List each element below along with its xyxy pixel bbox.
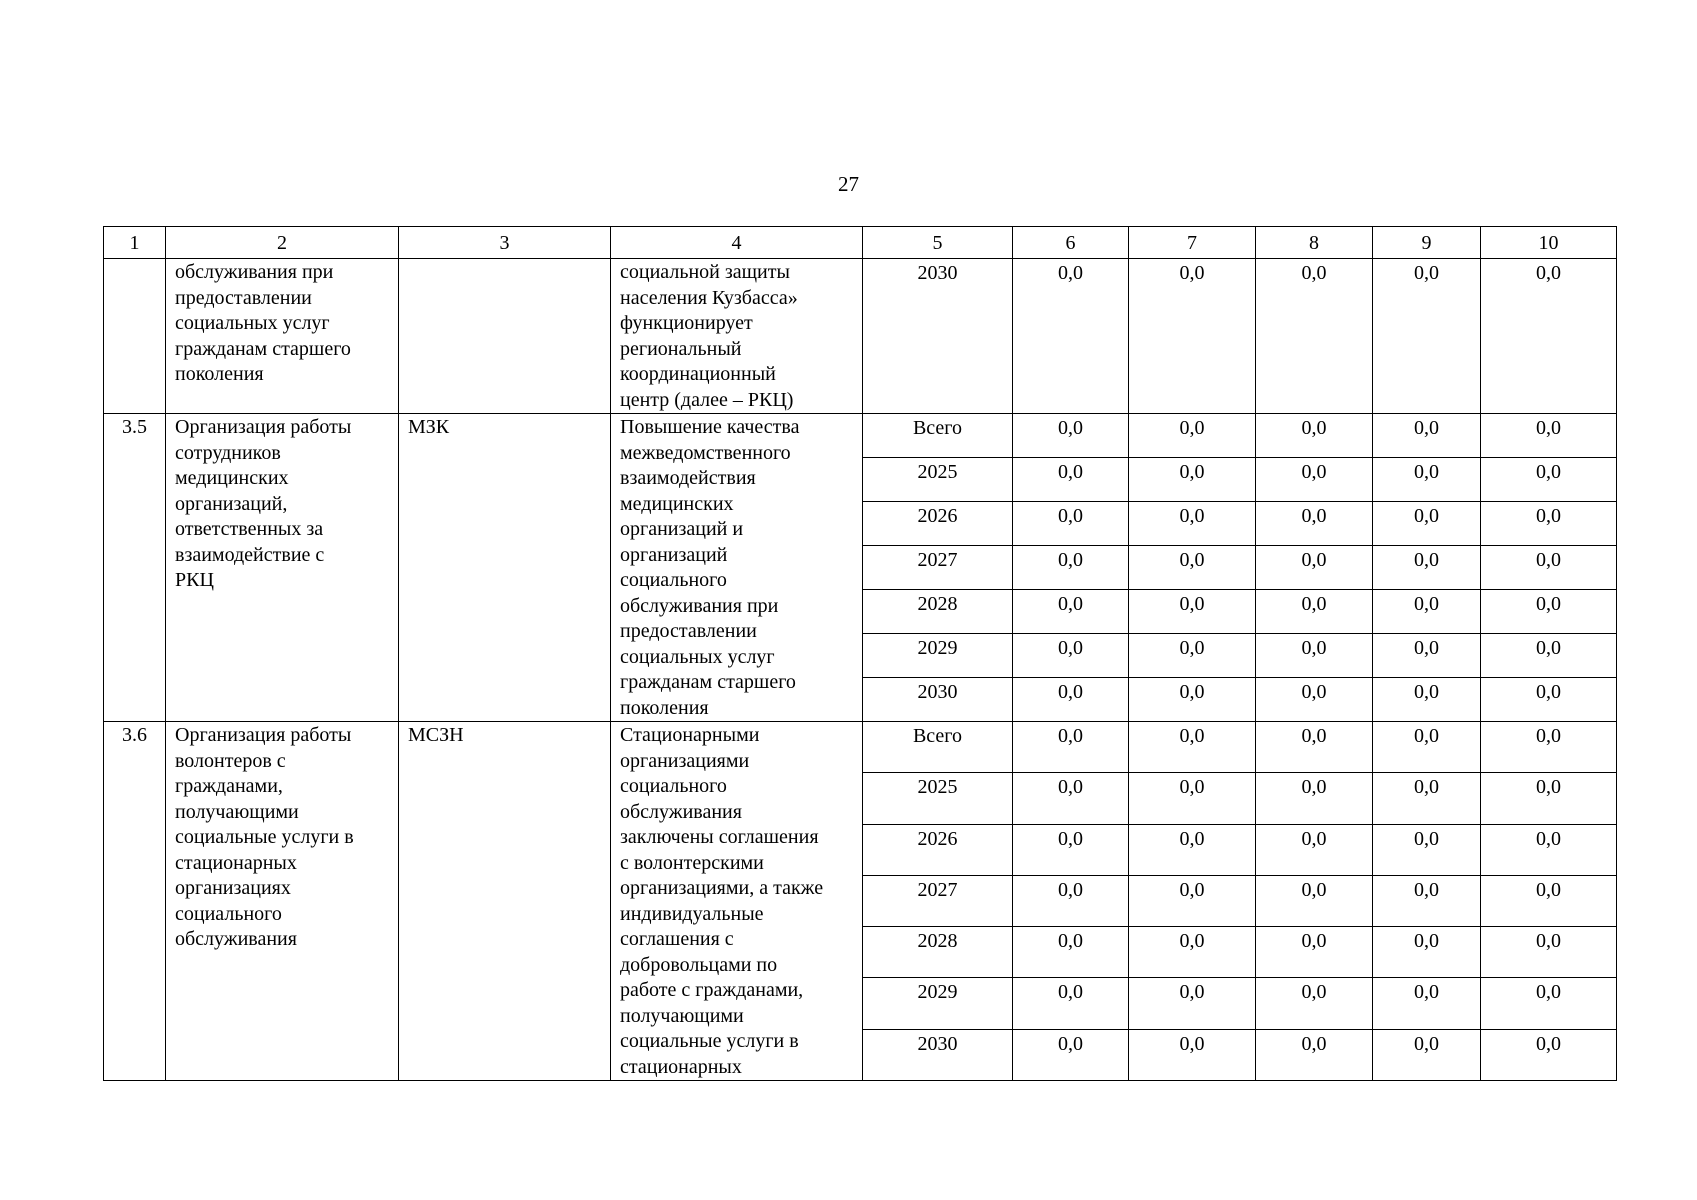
header-cell: 2 [166, 227, 399, 259]
text-line: обслуживания [175, 928, 297, 950]
value-cell: 0,0 [1013, 590, 1129, 634]
value-cell: 0,0 [1129, 978, 1256, 1029]
text-line: социальной защиты [620, 261, 790, 283]
result-cell-lines [620, 260, 853, 413]
text-line: предоставлении [175, 286, 312, 309]
value-cell: 0,0 [1013, 978, 1129, 1029]
year-cell: 2029 [863, 978, 1013, 1029]
value-cell: 0,0 [1013, 927, 1129, 978]
text-line: взаимодействие с [175, 543, 325, 566]
value-cell: 0,0 [1013, 1029, 1129, 1080]
text-line: Организация работы [175, 724, 352, 746]
activity-name-cell-lines [175, 260, 389, 388]
value-cell: 0,0 [1481, 259, 1617, 414]
text-line: получающими [620, 1004, 744, 1027]
value-cell: 0,0 [1013, 502, 1129, 546]
year-cell: 2025 [863, 458, 1013, 502]
value-cell: 0,0 [1013, 875, 1129, 926]
text-line: медицинских [620, 492, 734, 515]
text-line: ответственных за [175, 518, 324, 540]
text-line: населения Кузбасса» [620, 286, 798, 309]
value-cell: 0,0 [1256, 414, 1373, 458]
value-cell: 0,0 [1129, 927, 1256, 978]
text-line: добровольцами по [620, 953, 778, 976]
text-line: организациями, а также [620, 877, 824, 899]
text-line: Повышение качества [620, 416, 800, 438]
text-line: социальные услуги в [620, 1030, 799, 1052]
text-line: социальные услуги в [175, 826, 354, 848]
continuation-row [104, 259, 1617, 414]
value-cell: 0,0 [1481, 875, 1617, 926]
value-cell: 0,0 [1129, 875, 1256, 926]
text-line: заключены соглашения [620, 826, 819, 848]
page-number: 27 [838, 172, 859, 196]
value-cell: 0,0 [1013, 634, 1129, 678]
year-cell: 2029 [863, 634, 1013, 678]
value-cell: 0,0 [1481, 824, 1617, 875]
value-cell: 0,0 [1256, 773, 1373, 824]
value-cell: 0,0 [1481, 634, 1617, 678]
header-cell: 4 [611, 227, 863, 259]
value-cell: 0,0 [1013, 773, 1129, 824]
row-number-cell: 3.5 [104, 414, 166, 722]
text-line: работе с гражданами, [620, 979, 804, 1001]
text-line: обслуживания при [620, 594, 779, 617]
text-line: центр (далее – РКЦ) [620, 388, 794, 411]
value-cell: 0,0 [1481, 927, 1617, 978]
text-line: межведомственного [620, 441, 791, 464]
value-cell: 0,0 [1129, 634, 1256, 678]
value-cell: 0,0 [1481, 590, 1617, 634]
text-line: поколения [620, 696, 709, 719]
value-cell: 0,0 [1373, 875, 1481, 926]
year-cell: 2030 [863, 259, 1013, 414]
value-cell: 0,0 [1373, 978, 1481, 1029]
value-cell: 0,0 [1256, 978, 1373, 1029]
value-cell: 0,0 [1373, 678, 1481, 722]
year-cell: 2027 [863, 546, 1013, 590]
text-line: функционирует [620, 312, 753, 334]
value-cell: 0,0 [1013, 722, 1129, 773]
value-cell: 0,0 [1373, 722, 1481, 773]
value-cell: 0,0 [1256, 259, 1373, 414]
value-cell: 0,0 [1129, 1029, 1256, 1080]
year-cell: 2028 [863, 590, 1013, 634]
value-cell: 0,0 [1129, 722, 1256, 773]
value-cell: 0,0 [1013, 824, 1129, 875]
text-line: социальных услуг [175, 312, 330, 334]
year-cell: 2028 [863, 927, 1013, 978]
text-line: получающими [175, 800, 299, 823]
header-cell: 7 [1129, 227, 1256, 259]
value-cell: 0,0 [1129, 678, 1256, 722]
value-cell: 0,0 [1256, 502, 1373, 546]
table-row [104, 414, 1617, 458]
text-line: организациях [175, 877, 291, 899]
year-cell: 2030 [863, 1029, 1013, 1080]
value-cell: 0,0 [1013, 458, 1129, 502]
value-cell: 0,0 [1481, 773, 1617, 824]
value-cell: 0,0 [1129, 259, 1256, 414]
value-cell: 0,0 [1256, 927, 1373, 978]
value-cell: 0,0 [1013, 414, 1129, 458]
value-cell: 0,0 [1256, 678, 1373, 722]
value-cell: 0,0 [1256, 875, 1373, 926]
year-cell: Всего [863, 722, 1013, 773]
value-cell: 0,0 [1373, 414, 1481, 458]
value-cell: 0,0 [1373, 927, 1481, 978]
value-cell: 0,0 [1481, 458, 1617, 502]
header-cell: 8 [1256, 227, 1373, 259]
text-line: Стационарными [620, 724, 760, 746]
value-cell: 0,0 [1256, 634, 1373, 678]
header-cell: 6 [1013, 227, 1129, 259]
header-cell: 3 [399, 227, 611, 259]
value-cell: 0,0 [1013, 678, 1129, 722]
text-line: организаций, [175, 492, 288, 515]
text-line: соглашения с [620, 928, 734, 950]
text-line: медицинских [175, 467, 289, 489]
value-cell: 0,0 [1481, 678, 1617, 722]
value-cell: 0,0 [1373, 546, 1481, 590]
year-cell: 2030 [863, 678, 1013, 722]
value-cell: 0,0 [1373, 458, 1481, 502]
value-cell: 0,0 [1481, 978, 1617, 1029]
text-line: организаций [620, 543, 728, 566]
activity-name-cell [166, 414, 399, 722]
result-cell [611, 722, 863, 1081]
text-line: социальных услуг [620, 645, 775, 668]
row-number-cell [104, 259, 166, 414]
value-cell: 0,0 [1256, 722, 1373, 773]
text-line: волонтеров с [175, 749, 286, 772]
value-cell: 0,0 [1481, 502, 1617, 546]
value-cell: 0,0 [1129, 414, 1256, 458]
value-cell: 0,0 [1013, 259, 1129, 414]
value-cell: 0,0 [1373, 1029, 1481, 1080]
text-line: социального [175, 902, 282, 925]
value-cell: 0,0 [1129, 824, 1256, 875]
value-cell: 0,0 [1373, 590, 1481, 634]
value-cell: 0,0 [1256, 590, 1373, 634]
activity-name-cell-lines [175, 415, 389, 594]
text-line: сотрудников [175, 441, 281, 464]
text-line: с волонтерскими [620, 851, 764, 874]
value-cell: 0,0 [1481, 546, 1617, 590]
activity-name-cell [166, 259, 399, 414]
table-row [104, 722, 1617, 773]
text-line: Организация работы [175, 416, 352, 438]
text-line: поколения [175, 363, 264, 385]
executor-cell [399, 259, 611, 414]
value-cell: 0,0 [1129, 502, 1256, 546]
text-line: гражданам старшего [175, 337, 351, 360]
text-line: индивидуальные [620, 902, 764, 925]
year-cell: 2026 [863, 502, 1013, 546]
value-cell: 0,0 [1481, 722, 1617, 773]
value-cell: 0,0 [1256, 824, 1373, 875]
value-cell: 0,0 [1129, 458, 1256, 502]
text-line: координационный [620, 363, 776, 385]
result-cell-lines [620, 415, 853, 721]
year-cell: 2026 [863, 824, 1013, 875]
executor-cell: МЗК [399, 414, 611, 722]
text-line: региональный [620, 337, 742, 360]
program-activities-table [103, 226, 1617, 1081]
header-cell: 5 [863, 227, 1013, 259]
header-cell: 10 [1481, 227, 1617, 259]
text-line: взаимодействия [620, 467, 756, 489]
activity-name-cell [166, 722, 399, 1081]
text-line: обслуживания [620, 800, 742, 823]
executor-cell: МСЗН [399, 722, 611, 1081]
result-cell-lines [620, 723, 853, 1080]
value-cell: 0,0 [1256, 458, 1373, 502]
value-cell: 0,0 [1373, 634, 1481, 678]
value-cell: 0,0 [1129, 546, 1256, 590]
text-line: стационарных [175, 851, 297, 874]
value-cell: 0,0 [1256, 1029, 1373, 1080]
text-line: гражданам старшего [620, 671, 796, 693]
text-line: стационарных [620, 1055, 742, 1078]
value-cell: 0,0 [1373, 824, 1481, 875]
header-cell: 9 [1373, 227, 1481, 259]
text-line: предоставлении [620, 620, 757, 642]
value-cell: 0,0 [1373, 773, 1481, 824]
value-cell: 0,0 [1481, 414, 1617, 458]
year-cell: 2025 [863, 773, 1013, 824]
value-cell: 0,0 [1013, 546, 1129, 590]
year-cell: Всего [863, 414, 1013, 458]
value-cell: 0,0 [1129, 590, 1256, 634]
activity-name-cell-lines [175, 723, 389, 953]
value-cell: 0,0 [1481, 1029, 1617, 1080]
value-cell: 0,0 [1129, 773, 1256, 824]
value-cell: 0,0 [1373, 502, 1481, 546]
result-cell [611, 414, 863, 722]
text-line: гражданами, [175, 775, 283, 797]
year-cell: 2027 [863, 875, 1013, 926]
header-cell: 1 [104, 227, 166, 259]
row-number-cell: 3.6 [104, 722, 166, 1081]
text-line: организациями [620, 749, 750, 772]
text-line: социального [620, 775, 727, 797]
value-cell: 0,0 [1256, 546, 1373, 590]
text-line: РКЦ [175, 569, 214, 591]
text-line: организаций и [620, 518, 744, 540]
value-cell: 0,0 [1373, 259, 1481, 414]
header-row [104, 227, 1617, 259]
result-cell [611, 259, 863, 414]
text-line: обслуживания при [175, 261, 334, 283]
text-line: социального [620, 569, 727, 591]
table-body [104, 227, 1617, 1081]
